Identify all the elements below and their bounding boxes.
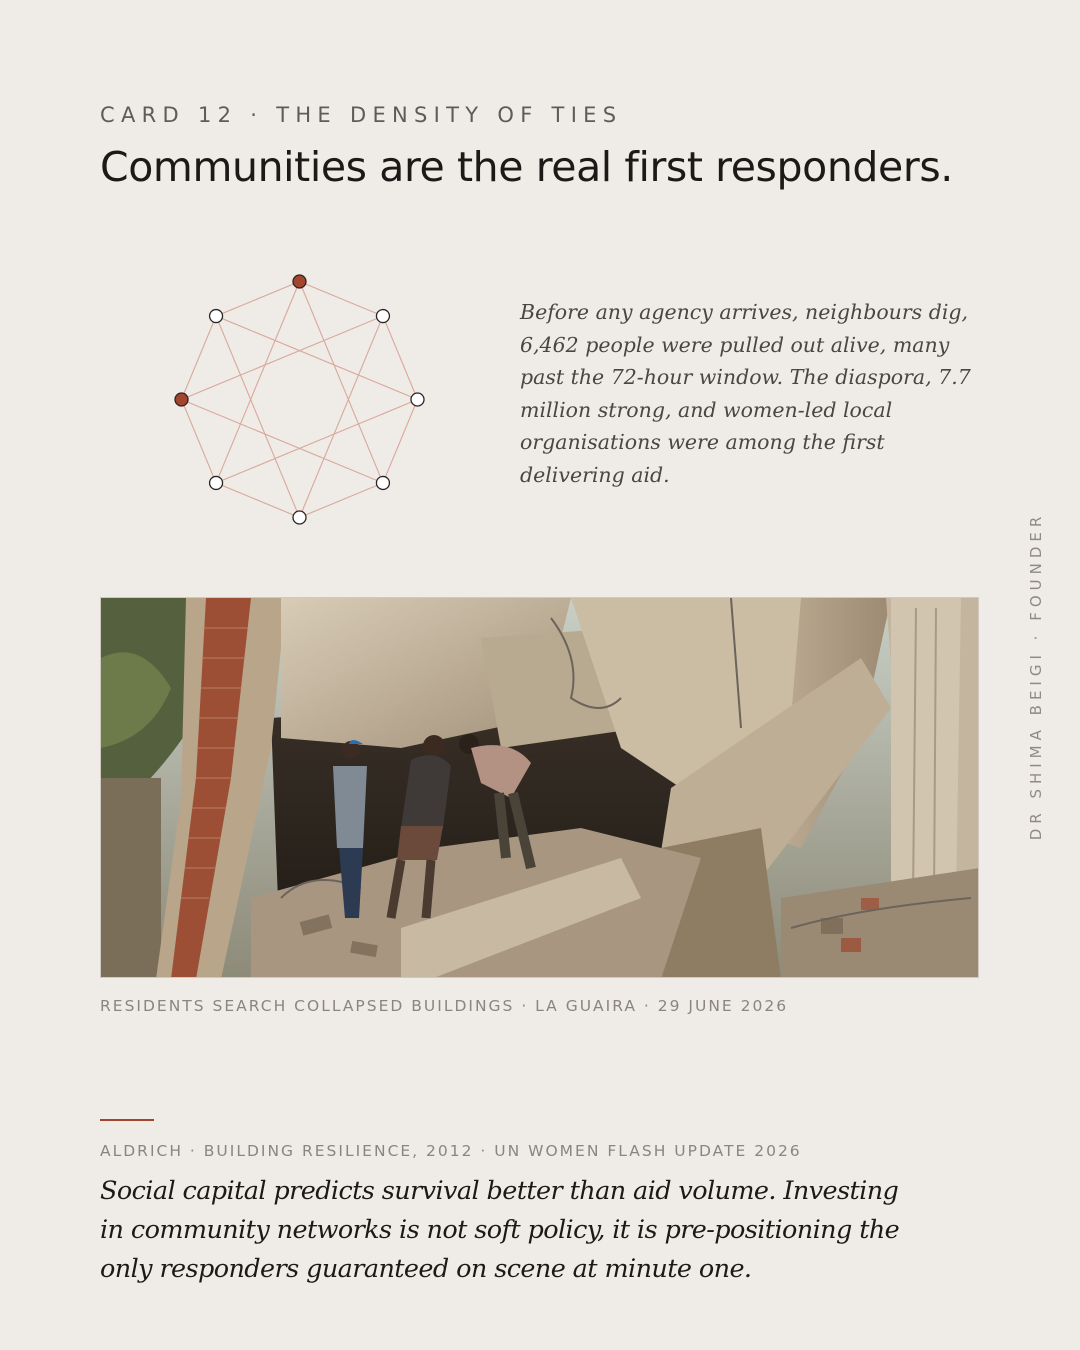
network-edge	[182, 400, 383, 483]
pull-quote: Social capital predicts survival better than aid volume. Investing in community networks is not soft policy, it is pre-positioning the only responders guaranteed on scene at minute one.	[100, 1176, 900, 1284]
network-edge	[300, 316, 383, 517]
network-edge	[182, 316, 383, 399]
network-node-open	[293, 511, 306, 524]
card-eyebrow: CARD 12 · THE DENSITY OF TIES	[100, 103, 623, 127]
network-edge	[216, 282, 299, 483]
network-edge	[216, 316, 417, 399]
rubble-photo	[100, 597, 979, 978]
source-citation: ALDRICH · BUILDING RESILIENCE, 2012 · UN WOMEN FLASH UPDATE 2026	[100, 1142, 802, 1160]
network-node-filled	[293, 275, 306, 288]
network-node-open	[376, 476, 389, 489]
author-side-label: DR SHIMA BEIGI · FOUNDER	[1027, 511, 1045, 841]
network-node-open	[376, 310, 389, 323]
card-title: Communities are the real first responders.	[100, 143, 953, 191]
network-node-filled	[175, 393, 188, 406]
network-edge	[300, 282, 383, 483]
network-edge	[216, 316, 299, 517]
network-diagram	[160, 268, 440, 530]
body-text: Before any agency arrives, neighbours dig, 6,462 people were pulled out alive, many past the 72-hour window. The diaspora, 7.7 million strong, and women-led local organisations were among the first delivering aid.	[520, 300, 971, 487]
network-edge	[216, 400, 417, 483]
accent-rule	[100, 1119, 154, 1121]
network-node-open	[210, 476, 223, 489]
network-node-open	[411, 393, 424, 406]
network-node-open	[210, 310, 223, 323]
network-nodes	[175, 275, 424, 524]
photo-caption: RESIDENTS SEARCH COLLAPSED BUILDINGS · LA GUAIRA · 29 JUNE 2026	[100, 997, 789, 1015]
